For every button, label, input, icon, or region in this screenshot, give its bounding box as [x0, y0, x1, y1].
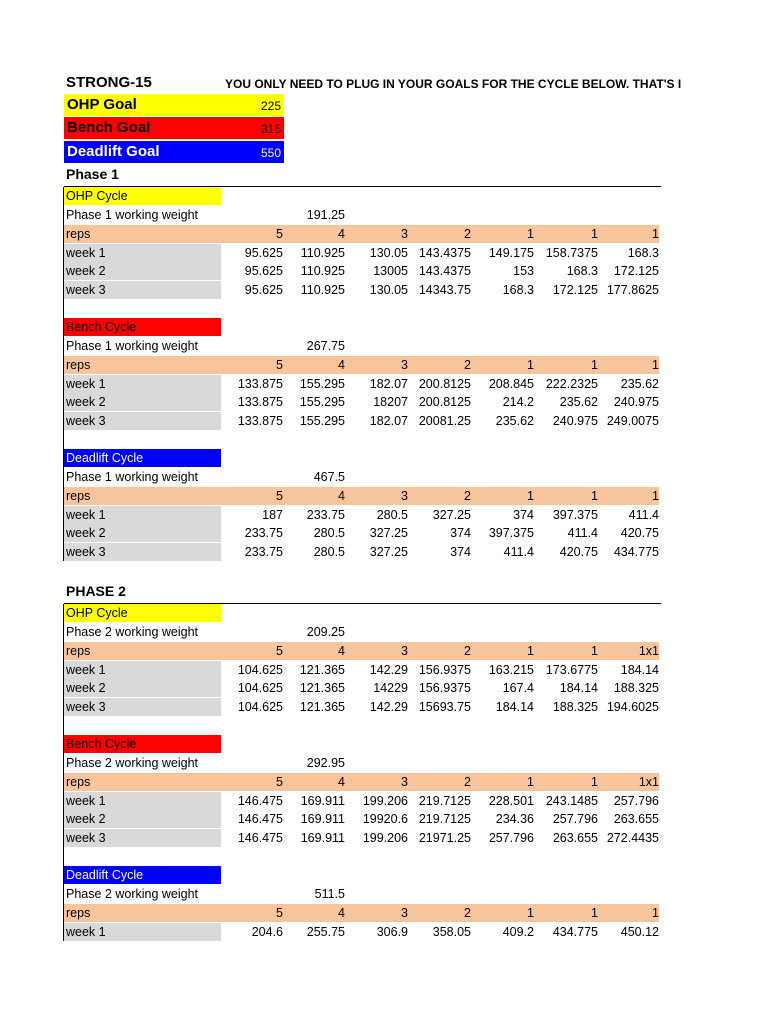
weight-cell: 121.365 [299, 700, 345, 715]
working-weight-label: Phase 1 working weight [66, 208, 199, 222]
weight-cell: 280.5 [313, 545, 345, 560]
weight-cell: 184.14 [559, 681, 598, 696]
reps-cell: 1 [527, 906, 534, 920]
weight-cell: 110.925 [300, 245, 345, 260]
week-label: week 3 [64, 543, 221, 561]
working-weight-value[interactable]: 267.75 [306, 339, 345, 353]
table-left-border [63, 604, 64, 941]
weight-cell: 143.4375 [418, 264, 471, 279]
working-weight-label: Phase 1 working weight [66, 339, 199, 353]
weight-cell: 233.75 [244, 526, 283, 541]
week-label: week 3 [64, 698, 221, 716]
weight-cell: 155.295 [299, 414, 345, 429]
goal-bench-value[interactable]: 315 [260, 122, 281, 136]
weight-cell: 142.29 [369, 700, 408, 715]
weight-cell: 397.375 [488, 526, 534, 541]
weight-cell: 121.365 [299, 662, 345, 677]
weight-cell: 204.6 [251, 924, 283, 939]
working-weight-label: Phase 1 working weight [66, 470, 199, 484]
week-row [64, 281, 659, 299]
reps-cell: 1 [652, 906, 659, 920]
reps-label: reps [66, 644, 91, 658]
reps-row [64, 904, 659, 922]
working-weight-label: Phase 2 working weight [66, 887, 199, 901]
reps-row [64, 225, 659, 243]
weight-cell: 306.9 [376, 924, 408, 939]
week-label: week 1 [64, 923, 221, 941]
working-weight-row [64, 206, 659, 224]
weight-cell: 420.75 [559, 545, 598, 560]
weight-cell: 280.5 [376, 507, 408, 522]
weight-cell: 199.206 [362, 793, 408, 808]
instruction-note: YOU ONLY NEED TO PLUG IN YOUR GOALS FOR THE CYCLE BELOW. THAT'S I [225, 77, 682, 91]
weight-cell: 257.796 [552, 812, 598, 827]
weight-cell: 182.07 [369, 376, 408, 391]
weight-cell: 397.375 [552, 507, 598, 522]
reps-label: reps [66, 358, 91, 372]
weight-cell: 104.625 [237, 681, 283, 696]
weight-cell: 233.75 [306, 507, 345, 522]
weight-cell: 208.845 [488, 376, 534, 391]
weight-cell: 167.4 [502, 681, 534, 696]
reps-label: reps [66, 775, 91, 789]
weight-cell: 110.925 [300, 283, 345, 298]
reps-cell: 3 [401, 644, 408, 658]
reps-cell: 2 [464, 906, 471, 920]
weight-cell: 235.62 [559, 395, 598, 410]
reps-label: reps [66, 489, 91, 503]
weight-cell: 20081.25 [418, 414, 471, 429]
sheet-title: STRONG-15 [66, 74, 152, 91]
weight-cell: 188.325 [613, 681, 659, 696]
weight-cell: 133.875 [237, 376, 283, 391]
goal-ohp[interactable] [64, 94, 284, 116]
weight-cell: 257.796 [613, 793, 659, 808]
weight-cell: 18207 [373, 395, 408, 410]
weight-cell: 21971.25 [418, 831, 471, 846]
reps-cell: 5 [276, 644, 283, 658]
weight-cell: 411.4 [567, 526, 598, 541]
cycle-header: OHP Cycle [64, 187, 221, 205]
week-label: week 3 [64, 412, 221, 430]
weight-cell: 121.365 [299, 681, 345, 696]
goal-deadlift-value[interactable]: 550 [260, 146, 281, 160]
weight-cell: 420.75 [620, 526, 659, 541]
weight-cell: 200.8125 [418, 376, 471, 391]
working-weight-value[interactable]: 467.5 [313, 470, 345, 484]
weight-cell: 110.925 [300, 264, 345, 279]
reps-label: reps [66, 906, 91, 920]
weight-cell: 95.625 [244, 245, 283, 260]
weight-cell: 169.911 [300, 793, 345, 808]
reps-cell: 1 [652, 358, 659, 372]
week-row [64, 698, 659, 716]
weight-cell: 155.295 [299, 376, 345, 391]
weight-cell: 434.775 [613, 545, 659, 560]
week-label: week 3 [64, 829, 221, 847]
reps-row [64, 642, 659, 660]
reps-cell: 5 [276, 775, 283, 789]
weight-cell: 146.475 [237, 812, 283, 827]
weight-cell: 374 [450, 545, 471, 560]
week-label: week 1 [64, 661, 221, 679]
weight-cell: 374 [450, 526, 471, 541]
goal-ohp-label: OHP Goal [67, 96, 137, 113]
weight-cell: 14343.75 [418, 283, 471, 298]
working-weight-value[interactable]: 511.5 [314, 887, 345, 901]
weight-cell: 172.125 [613, 264, 659, 279]
weight-cell: 142.29 [369, 662, 408, 677]
weight-cell: 222.2325 [545, 376, 598, 391]
goal-bench[interactable] [64, 117, 284, 139]
weight-cell: 13005 [373, 264, 408, 279]
weight-cell: 233.75 [244, 545, 283, 560]
working-weight-value[interactable]: 191.25 [306, 208, 345, 222]
weight-cell: 95.625 [244, 283, 283, 298]
week-row [64, 661, 659, 679]
week-label: week 2 [64, 810, 221, 828]
weight-cell: 168.3 [627, 245, 659, 260]
reps-cell: 1 [527, 489, 534, 503]
weight-cell: 411.4 [628, 507, 659, 522]
weight-cell: 184.14 [495, 700, 534, 715]
week-row [64, 543, 659, 561]
reps-cell: 3 [401, 489, 408, 503]
reps-cell: 1 [527, 644, 534, 658]
week-row [64, 923, 659, 941]
weight-cell: 104.625 [237, 700, 283, 715]
reps-cell: 1 [591, 227, 598, 241]
week-label: week 1 [64, 375, 221, 393]
weight-cell: 249.0075 [606, 414, 659, 429]
working-weight-row [64, 337, 659, 355]
weight-cell: 450.12 [620, 924, 659, 939]
working-weight-value[interactable]: 209.25 [306, 625, 345, 639]
weight-cell: 168.3 [502, 283, 534, 298]
reps-cell: 4 [338, 358, 345, 372]
weight-cell: 158.7375 [545, 245, 598, 260]
weight-cell: 14229 [373, 681, 408, 696]
weight-cell: 19920.6 [362, 812, 408, 827]
working-weight-row [64, 885, 659, 903]
weight-cell: 15693.75 [418, 700, 471, 715]
weight-cell: 255.75 [306, 924, 345, 939]
goal-deadlift[interactable] [64, 141, 284, 163]
goal-deadlift-label: Deadlift Goal [67, 143, 160, 160]
weight-cell: 163.215 [488, 662, 534, 677]
weight-cell: 235.62 [495, 414, 534, 429]
reps-cell: 1 [591, 644, 598, 658]
week-row [64, 829, 659, 847]
reps-cell: 2 [464, 358, 471, 372]
cycle-header: Deadlift Cycle [64, 449, 221, 467]
phase-title: Phase 1 [66, 166, 119, 182]
week-label: week 1 [64, 506, 221, 524]
working-weight-value[interactable]: 292.95 [306, 756, 345, 770]
week-row [64, 244, 659, 262]
reps-cell: 4 [338, 227, 345, 241]
week-row [64, 412, 659, 430]
weight-cell: 104.625 [237, 662, 283, 677]
weight-cell: 169.911 [300, 812, 345, 827]
reps-cell: 1 [591, 775, 598, 789]
week-label: week 2 [64, 524, 221, 542]
working-weight-row [64, 468, 659, 486]
goal-bench-label: Bench Goal [67, 119, 151, 136]
weight-cell: 133.875 [237, 395, 283, 410]
weight-cell: 374 [513, 507, 534, 522]
weight-cell: 143.4375 [418, 245, 471, 260]
week-row [64, 810, 659, 828]
reps-cell: 4 [338, 775, 345, 789]
weight-cell: 235.62 [620, 376, 659, 391]
weight-cell: 228.501 [488, 793, 534, 808]
week-label: week 1 [64, 244, 221, 262]
week-label: week 2 [64, 393, 221, 411]
week-row [64, 506, 659, 524]
reps-row [64, 356, 659, 374]
reps-cell: 3 [401, 775, 408, 789]
reps-cell: 5 [276, 227, 283, 241]
reps-cell: 1x1 [638, 644, 659, 658]
weight-cell: 214.2 [502, 395, 534, 410]
reps-cell: 5 [276, 906, 283, 920]
weight-cell: 172.125 [552, 283, 598, 298]
reps-cell: 2 [464, 489, 471, 503]
reps-cell: 3 [401, 906, 408, 920]
weight-cell: 434.775 [552, 924, 598, 939]
goal-ohp-value[interactable]: 225 [260, 99, 281, 113]
weight-cell: 199.206 [362, 831, 408, 846]
working-weight-row [64, 623, 659, 641]
reps-cell: 1 [527, 358, 534, 372]
reps-cell: 5 [276, 489, 283, 503]
weight-cell: 243.1485 [545, 793, 598, 808]
week-label: week 1 [64, 792, 221, 810]
cycle-header: Deadlift Cycle [64, 866, 221, 884]
weight-cell: 327.25 [432, 507, 471, 522]
reps-cell: 2 [464, 775, 471, 789]
weight-cell: 194.6025 [606, 700, 659, 715]
reps-cell: 1 [591, 906, 598, 920]
weight-cell: 133.875 [237, 414, 283, 429]
reps-cell: 1 [591, 358, 598, 372]
week-row [64, 262, 659, 280]
week-row [64, 524, 659, 542]
week-label: week 2 [64, 679, 221, 697]
weight-cell: 146.475 [237, 793, 283, 808]
weight-cell: 168.3 [566, 264, 598, 279]
weight-cell: 240.975 [613, 395, 659, 410]
table-left-border [63, 187, 64, 561]
weight-cell: 272.4435 [606, 831, 659, 846]
reps-cell: 5 [276, 358, 283, 372]
weight-cell: 188.325 [552, 700, 598, 715]
reps-row [64, 773, 659, 791]
week-label: week 3 [64, 281, 221, 299]
week-row [64, 375, 659, 393]
weight-cell: 200.8125 [418, 395, 471, 410]
reps-cell: 4 [338, 906, 345, 920]
reps-cell: 4 [338, 644, 345, 658]
week-row [64, 679, 659, 697]
reps-cell: 1 [591, 489, 598, 503]
reps-cell: 2 [464, 227, 471, 241]
cycle-header: Bench Cycle [64, 735, 221, 753]
reps-cell: 1 [527, 227, 534, 241]
working-weight-label: Phase 2 working weight [66, 756, 199, 770]
weight-cell: 153 [513, 264, 534, 279]
weight-cell: 409.2 [502, 924, 534, 939]
weight-cell: 411.4 [503, 545, 534, 560]
working-weight-label: Phase 2 working weight [66, 625, 199, 639]
cycle-header: Bench Cycle [64, 318, 221, 336]
weight-cell: 327.25 [369, 545, 408, 560]
reps-cell: 3 [401, 358, 408, 372]
weight-cell: 177.8625 [606, 283, 659, 298]
weight-cell: 149.175 [488, 245, 534, 260]
week-label: week 2 [64, 262, 221, 280]
weight-cell: 219.7125 [418, 812, 471, 827]
reps-cell: 1x1 [638, 775, 659, 789]
weight-cell: 280.5 [313, 526, 345, 541]
reps-row [64, 487, 659, 505]
reps-label: reps [66, 227, 91, 241]
weight-cell: 173.6775 [545, 662, 598, 677]
weight-cell: 358.05 [432, 924, 471, 939]
weight-cell: 263.655 [613, 812, 659, 827]
working-weight-row [64, 754, 659, 772]
week-row [64, 393, 659, 411]
weight-cell: 95.625 [244, 264, 283, 279]
weight-cell: 257.796 [488, 831, 534, 846]
weight-cell: 156.9375 [418, 662, 471, 677]
phase-title: PHASE 2 [66, 583, 126, 599]
weight-cell: 187 [262, 507, 283, 522]
cycle-header: OHP Cycle [64, 604, 221, 622]
weight-cell: 240.975 [552, 414, 598, 429]
reps-cell: 4 [338, 489, 345, 503]
weight-cell: 184.14 [620, 662, 659, 677]
reps-cell: 1 [652, 227, 659, 241]
weight-cell: 234.36 [495, 812, 534, 827]
weight-cell: 263.655 [552, 831, 598, 846]
weight-cell: 169.911 [300, 831, 345, 846]
weight-cell: 146.475 [237, 831, 283, 846]
reps-cell: 2 [464, 644, 471, 658]
weight-cell: 155.295 [299, 395, 345, 410]
reps-cell: 1 [527, 775, 534, 789]
weight-cell: 219.7125 [418, 793, 471, 808]
reps-cell: 1 [652, 489, 659, 503]
weight-cell: 182.07 [369, 414, 408, 429]
reps-cell: 3 [401, 227, 408, 241]
weight-cell: 130.05 [369, 283, 408, 298]
weight-cell: 130.05 [369, 245, 408, 260]
weight-cell: 156.9375 [418, 681, 471, 696]
weight-cell: 327.25 [369, 526, 408, 541]
week-row [64, 792, 659, 810]
